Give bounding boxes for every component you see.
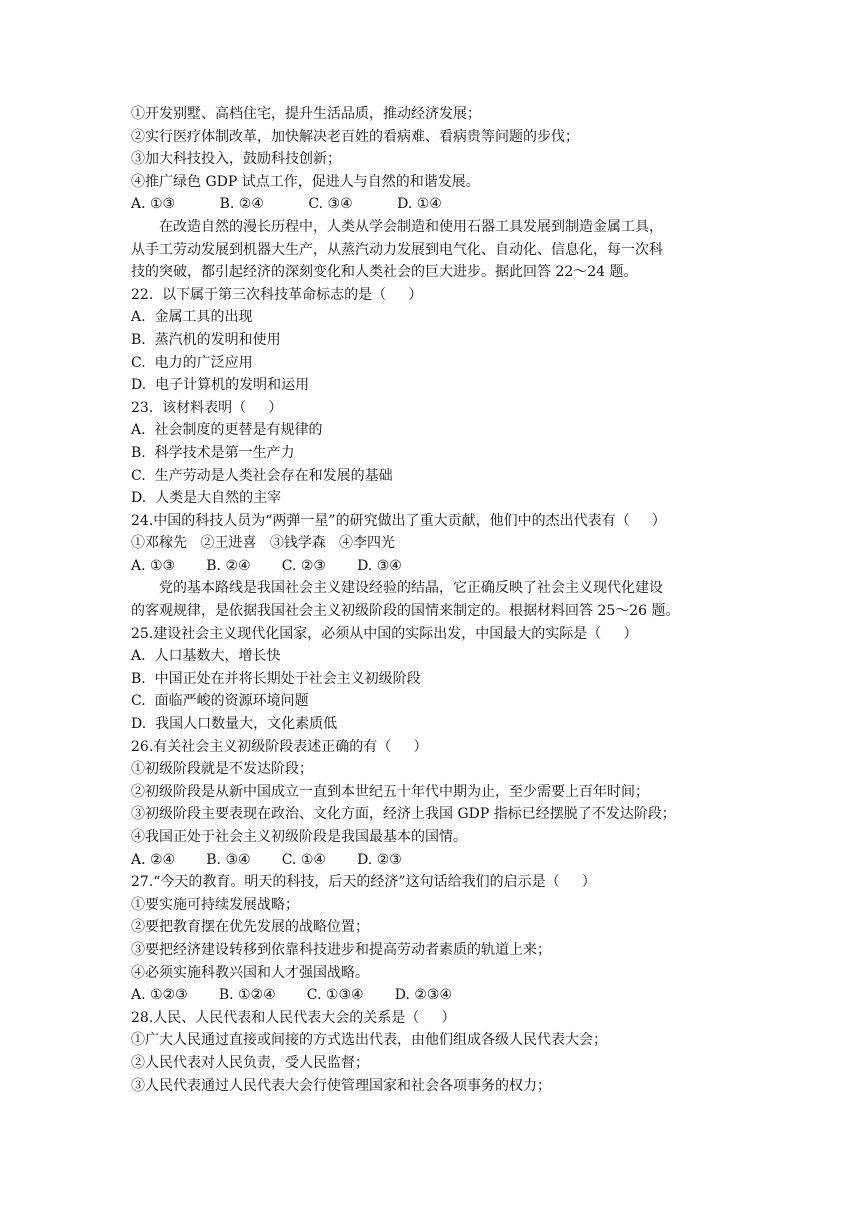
option-26-3: ③初级阶段主要表现在政治、文化方面，经济上我国 GDP 指标已经摆脱了不发达阶段； — [131, 806, 676, 823]
option-28-1: ①广大人民通过直接或间接的方式选出代表，由他们组成各级人民代表大会； — [131, 1032, 607, 1049]
question-26: 26.有关社会主义初级阶段表述正确的有（ ） — [131, 738, 428, 755]
choice-23-a: A. 社会制度的更替是有规律的 — [131, 422, 323, 439]
answer-choices-27: A. ①②③ B. ①②④ C. ①③④ D. ②③④ — [131, 987, 453, 1004]
option-27-4: ④必须实施科教兴国和人才强国战略。 — [131, 964, 369, 981]
passage-22-24-line-1: 在改造自然的漫长历程中，人类从学会制造和使用石器工具发展到制造金属工具， — [159, 218, 663, 235]
question-28: 28.人民、人民代表和人民代表大会的关系是（ ） — [131, 1009, 456, 1026]
answer-choices-24: A. ①③ B. ②④ C. ②③ D. ③④ — [131, 557, 402, 574]
question-27: 27.“今天的教育。明天的科技，后天的经济”这句话给我们的启示是（ ） — [131, 874, 596, 891]
choice-22-a: A. 金属工具的出现 — [131, 309, 253, 326]
answer-choices-21: A. ①③ B. ②④ C. ③④ D. ①④ — [131, 196, 442, 213]
question-22: 22. 以下属于第三次科技革命标志的是（ ） — [131, 286, 423, 303]
choice-22-d: D. 电子计算机的发明和运用 — [131, 377, 310, 394]
passage-25-26-line-2: 的客观规律，是依据我国社会主义初级阶段的国情来制定的。根据材料回答 25～26 题。 — [131, 603, 680, 620]
choice-23-d: D. 人类是大自然的主宰 — [131, 490, 282, 507]
options-24: ①邓稼先 ②王进喜 ③钱学森 ④李四光 — [131, 535, 396, 552]
question-24: 24.中国的科技人员为“两弹一星”的研究做出了重大贡献，他们中的杰出代表有（ ） — [131, 512, 666, 529]
option-line-4: ④推广绿色 GDP 试点工作，促进人与自然的和谐发展。 — [131, 173, 480, 190]
choice-22-b: B. 蒸汽机的发明和使用 — [131, 331, 281, 348]
choice-25-d: D. 我国人口数量大，文化素质低 — [131, 716, 338, 733]
passage-22-24-line-2: 从手工劳动发展到机器大生产，从蒸汽动力发展到电气化、自动化、信息化，每一次科 — [131, 241, 663, 258]
passage-25-26-line-1: 党的基本路线是我国社会主义建设经验的结晶，它正确反映了社会主义现代化建设 — [159, 580, 663, 597]
option-line-1: ①开发别墅、高档住宅，提升生活品质，推动经济发展； — [131, 106, 481, 122]
choice-25-a: A. 人口基数大，增长快 — [131, 648, 281, 665]
choice-22-c: C. 电力的广泛应用 — [131, 354, 253, 371]
document-text — [131, 103, 821, 1097]
choice-23-b: B. 科学技术是第一生产力 — [131, 444, 295, 461]
option-line-3: ③加大科技投入，鼓励科技创新； — [131, 151, 341, 168]
choice-25-b: B. 中国正处在并将长期处于社会主义初级阶段 — [131, 670, 421, 687]
option-26-2: ②初级阶段是从新中国成立一直到本世纪五十年代中期为止，至少需要上百年时间； — [131, 783, 649, 800]
answer-choices-26: A. ②④ B. ③④ C. ①④ D. ②③ — [131, 851, 402, 868]
option-line-2: ②实行医疗体制改革，加快解决老百姓的看病难、看病贵等问题的步伐； — [131, 128, 579, 145]
option-27-2: ②要把教育摆在优先发展的战略位置； — [131, 919, 369, 936]
choice-23-c: C. 生产劳动是人类社会存在和发展的基础 — [131, 467, 393, 484]
option-27-1: ①要实施可持续发展战略； — [131, 896, 299, 913]
option-26-1: ①初级阶段就是不发达阶段； — [131, 761, 313, 778]
passage-22-24-line-3: 技的突破，都引起经济的深刻变化和人类社会的巨大进步。据此回答 22～24 题。 — [131, 264, 638, 281]
option-28-2: ②人民代表对人民负责，受人民监督； — [131, 1054, 369, 1071]
option-26-4: ④我国正处于社会主义初级阶段是我国最基本的国情。 — [131, 829, 467, 845]
question-25: 25.建设社会主义现代化国家，必须从中国的实际出发，中国最大的实际是（ ） — [131, 625, 638, 642]
choice-25-c: C. 面临严峻的资源环境问题 — [131, 693, 309, 710]
question-23: 23. 该材料表明（ ） — [131, 399, 283, 416]
option-28-3: ③人民代表通过人民代表大会行使管理国家和社会各项事务的权力； — [131, 1077, 551, 1094]
option-27-3: ③要把经济建设转移到依靠科技进步和提高劳动者素质的轨道上来； — [131, 941, 551, 958]
